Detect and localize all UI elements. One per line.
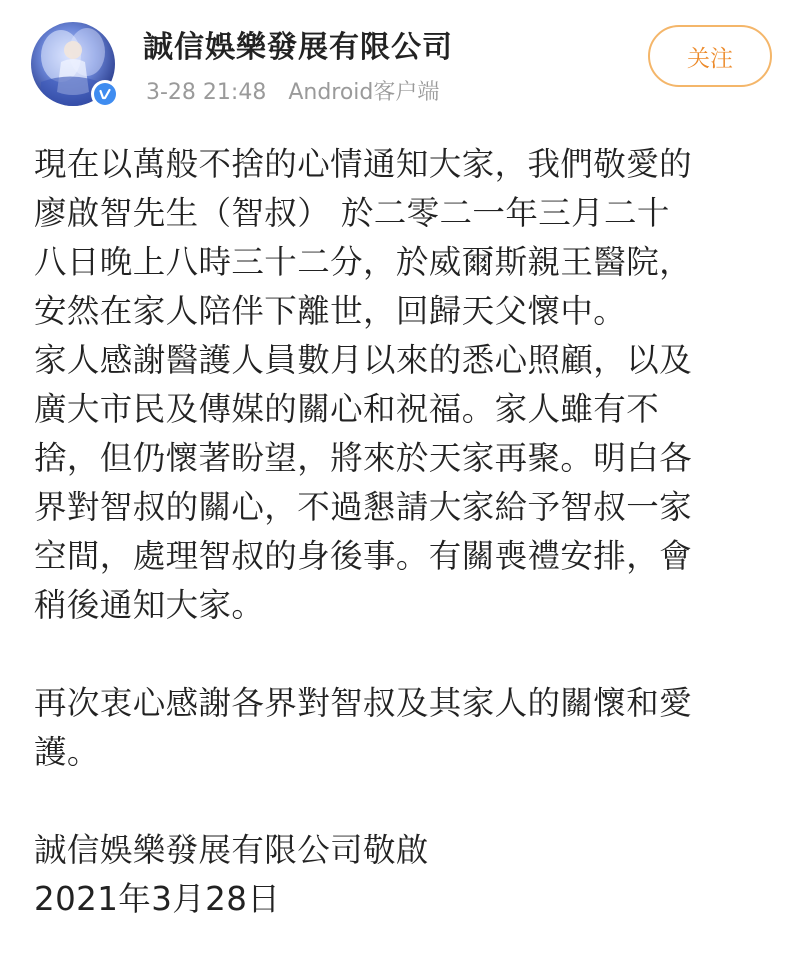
post-date: 2021年3月28日 xyxy=(34,880,281,918)
body-line: 捨，但仍懷著盼望，將來於天家再聚。明白各 xyxy=(34,439,693,477)
author-name[interactable]: 誠信娛樂發展有限公司 xyxy=(143,30,453,65)
paragraph-gap xyxy=(34,630,774,679)
follow-button[interactable]: 关注 xyxy=(648,25,772,87)
post-source: Android客户端 xyxy=(288,80,440,105)
post-header xyxy=(0,0,800,120)
post-body xyxy=(34,140,774,924)
post-meta xyxy=(146,78,439,108)
body-line: 現在以萬般不捨的心情通知大家，我們敬愛的 xyxy=(34,145,693,183)
body-line: 稍後通知大家。 xyxy=(34,586,265,624)
body-line: 廣大市民及傳媒的關心和祝福。家人雖有不 xyxy=(34,390,660,428)
thanks-line: 護。 xyxy=(34,733,100,771)
verified-check-icon xyxy=(94,83,116,105)
body-line: 八日晚上八時三十二分，於威爾斯親王醫院， xyxy=(34,243,693,281)
paragraph-gap xyxy=(34,777,774,826)
thanks-line: 再次衷心感謝各界對智叔及其家人的關懷和愛 xyxy=(34,684,693,722)
verified-badge xyxy=(91,80,119,108)
body-line: 空間，處理智叔的身後事。有關喪禮安排，會 xyxy=(34,537,693,575)
body-line: 家人感謝醫護人員數月以來的悉心照顧，以及 xyxy=(34,341,693,379)
body-line: 界對智叔的關心，不過懇請大家給予智叔一家 xyxy=(34,488,693,526)
body-line: 安然在家人陪伴下離世，回歸天父懷中。 xyxy=(34,292,627,330)
body-line: 廖啟智先生（智叔） 於二零二一年三月二十 xyxy=(34,194,670,232)
signature: 誠信娛樂發展有限公司敬啟 xyxy=(34,831,429,869)
post-timestamp: 3-28 21:48 xyxy=(146,80,267,105)
